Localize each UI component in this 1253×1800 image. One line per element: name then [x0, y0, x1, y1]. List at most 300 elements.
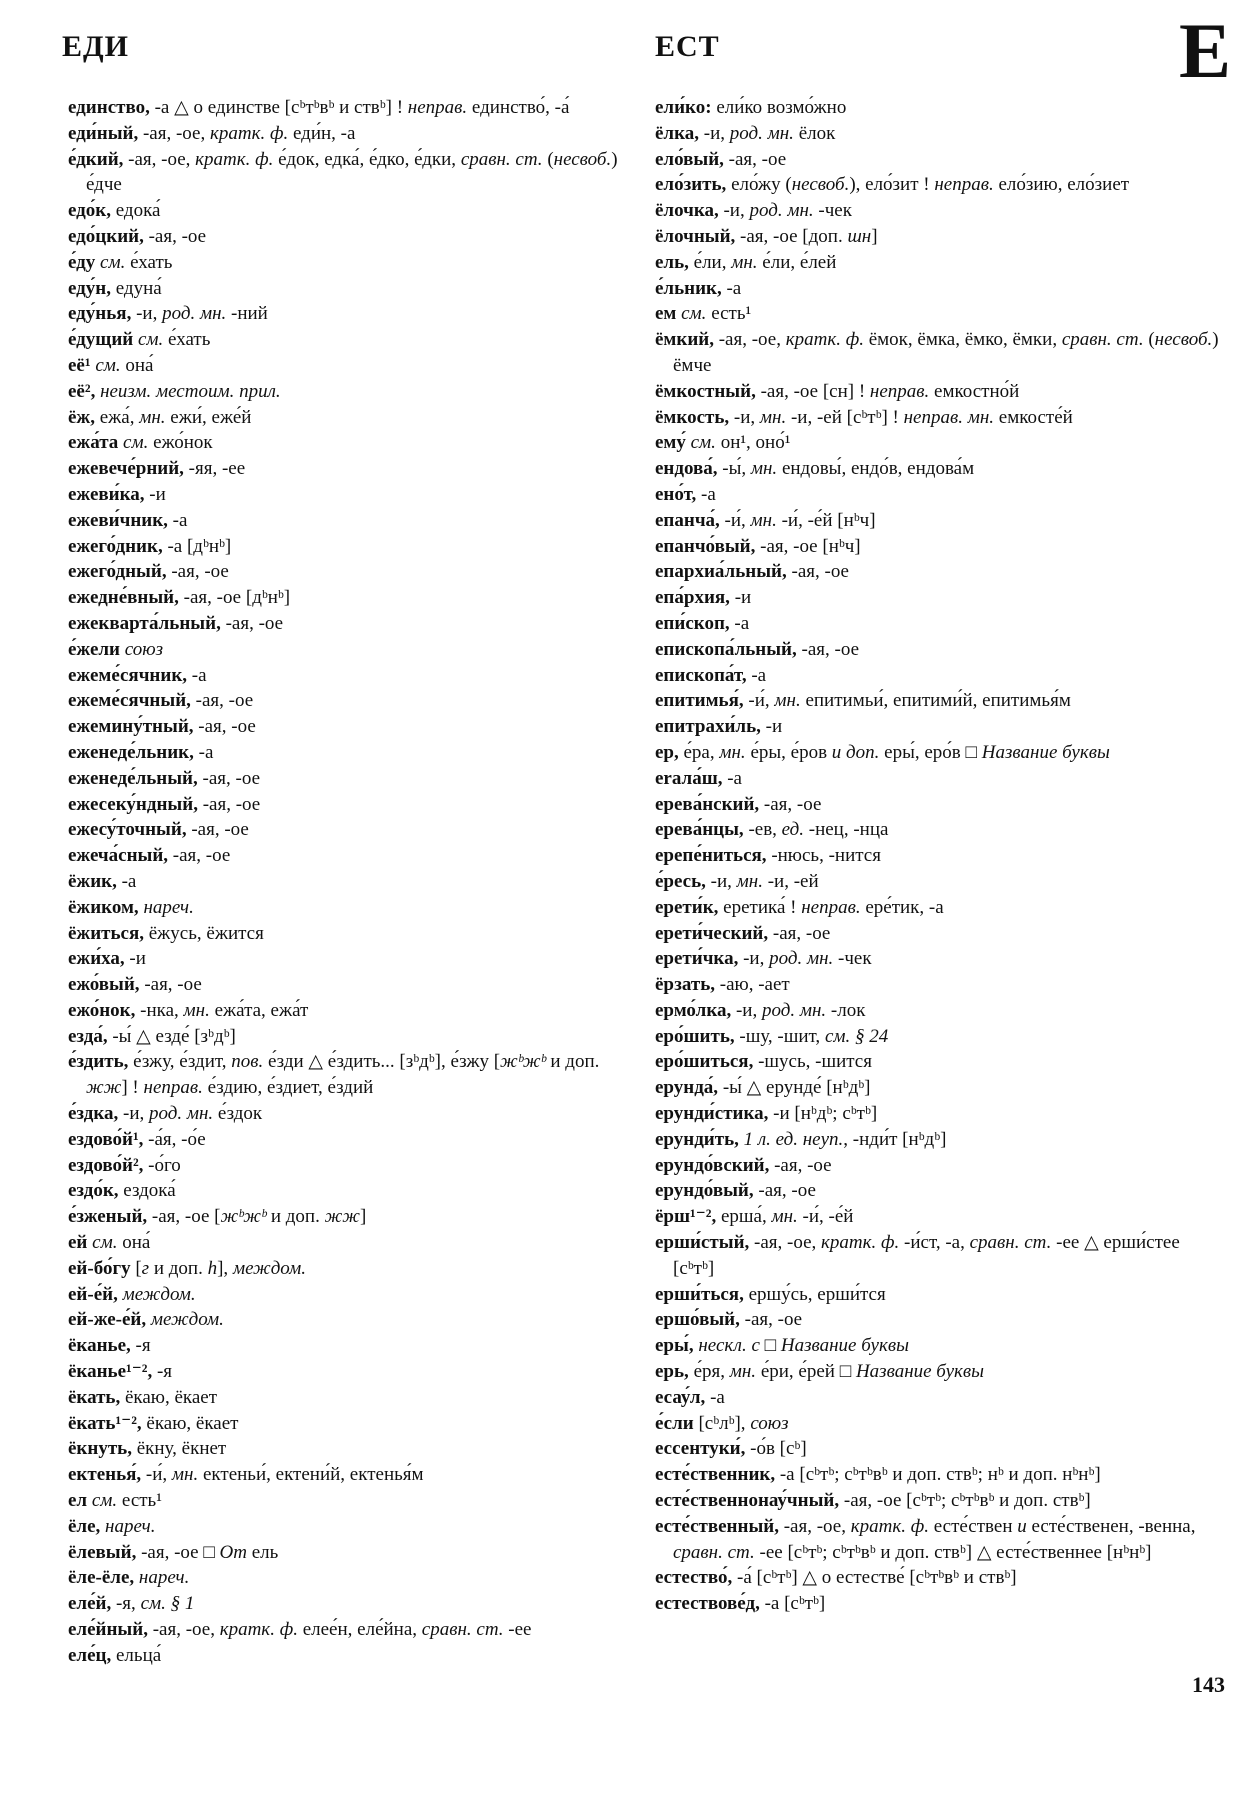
- entry-text: -ая, -ое □: [136, 1541, 220, 1563]
- entry-headword: её²,: [68, 380, 96, 402]
- dictionary-entry: [68, 482, 618, 508]
- entry-headword: ему́: [655, 432, 686, 454]
- entry-headword: ей-бо́гу: [68, 1257, 131, 1279]
- entry-text: ежа́,: [94, 406, 140, 428]
- entry-headword: её¹: [68, 354, 91, 376]
- dictionary-entry: [655, 1333, 1225, 1359]
- entry-text: е́ли, е́лей: [757, 251, 837, 273]
- dictionary-entry: [68, 1127, 618, 1153]
- entry-text: епитимьи́, епитими́й, епитимья́м: [800, 690, 1071, 712]
- entry-text: -и, -ей: [762, 870, 819, 892]
- entry-headword: ерети́к,: [655, 896, 719, 918]
- entry-text: -ая, -ое: [166, 561, 229, 583]
- entry-headword: ело́вый,: [655, 148, 724, 170]
- entry-grammar-note: кратк. ф.: [785, 329, 864, 351]
- entry-text: -ая, -ое [: [147, 1206, 221, 1228]
- entry-grammar-note: см. § 24: [824, 1025, 889, 1047]
- entry-headword: е́здка,: [68, 1103, 119, 1125]
- entry-headword: ёлочный,: [655, 225, 736, 247]
- entry-grammar-note: несвоб.: [1154, 329, 1213, 351]
- entry-grammar-note: нареч.: [138, 1567, 190, 1589]
- entry-headword: ёж,: [68, 406, 95, 428]
- dictionary-entry: [68, 1540, 618, 1566]
- entry-headword: еду́нья,: [68, 303, 132, 325]
- entry-text: -а [дᵇнᵇ]: [162, 535, 232, 557]
- entry-text: -и́, -е́й: [797, 1206, 854, 1228]
- entry-text: -ее: [503, 1619, 532, 1641]
- dictionary-entry: [655, 1075, 1225, 1101]
- entry-text: -а △ о единстве [сᵇтᵇвᵇ и ствᵇ] !: [149, 97, 408, 118]
- entry-headword: ершо́вый,: [655, 1309, 740, 1331]
- entry-text: ежо́нок: [148, 432, 213, 454]
- entry-headword: ерети́чка,: [655, 948, 739, 970]
- entry-grammar-note: 1 л. ед. неуп.: [743, 1128, 844, 1150]
- entry-text: -нец, -нца: [804, 819, 889, 841]
- entry-headword: ёкать,: [68, 1386, 121, 1408]
- entry-grammar-note: кратк. ф.: [195, 148, 274, 170]
- entry-text: -а: [116, 870, 137, 892]
- entry-text: -я: [130, 1335, 151, 1357]
- dictionary-entry: [68, 740, 618, 766]
- dictionary-entry: [68, 1436, 618, 1462]
- dictionary-entry: [68, 921, 618, 947]
- entry-text: -и [нᵇдᵇ; сᵇтᵇ]: [768, 1103, 878, 1125]
- entry-headword: еле́йный,: [68, 1619, 148, 1641]
- right-column: [655, 95, 1225, 1617]
- entry-grammar-note: мн.: [774, 690, 801, 712]
- dictionary-entry: [68, 559, 618, 585]
- entry-text: есте́ственен, -венна,: [1026, 1515, 1196, 1537]
- entry-headword: епархиа́льный,: [655, 561, 787, 583]
- entry-text: ездока́: [118, 1180, 176, 1202]
- entry-text: -ы́ △ езде́ [зᵇдᵇ]: [107, 1025, 236, 1047]
- entry-headword: есте́ственный,: [655, 1515, 779, 1537]
- entry-text: -и,: [118, 1103, 149, 1125]
- dictionary-entry: [68, 276, 618, 302]
- entry-grammar-note: междом.: [122, 1283, 196, 1305]
- entry-text: едока́: [111, 200, 161, 222]
- entry-headword: ежо́нок,: [68, 999, 136, 1021]
- dictionary-entry: [655, 1153, 1225, 1179]
- entry-headword: ей-же-е́й,: [68, 1309, 147, 1331]
- dictionary-entry: [68, 843, 618, 869]
- entry-headword: ёлка,: [655, 122, 700, 144]
- entry-text: -и́,: [719, 509, 751, 531]
- entry-headword: еди́ный,: [68, 122, 139, 144]
- entry-text: е́ра,: [678, 741, 720, 763]
- entry-headword: еженеде́льник,: [68, 741, 194, 763]
- dictionary-entry: [655, 869, 1225, 895]
- entry-headword: ежо́вый,: [68, 974, 140, 996]
- entry-grammar-note: мн.: [171, 1464, 199, 1486]
- entry-grammar-note: неправ. мн.: [903, 406, 995, 428]
- entry-grammar-note: род. мн.: [769, 948, 834, 970]
- entry-grammar-note: сравн. ст.: [460, 148, 543, 170]
- entry-text: -нка,: [135, 999, 184, 1021]
- dictionary-entry: [655, 276, 1225, 302]
- entry-text: е́здок: [213, 1103, 263, 1125]
- entry-headword: ёлочка,: [655, 200, 719, 222]
- entry-grammar-note: шн: [847, 225, 872, 247]
- dictionary-entry: [68, 1178, 618, 1204]
- entry-headword: е́льник,: [655, 277, 722, 299]
- entry-headword: ежеча́сный,: [68, 845, 169, 867]
- entry-text: -ая, -ое,: [778, 1515, 851, 1537]
- dictionary-entry: [68, 1101, 618, 1127]
- entry-text: е́док, едка́, е́дко, е́дки,: [273, 148, 461, 170]
- entry-headword: ёкать¹⁻²,: [68, 1412, 142, 1434]
- entry-grammar-note: и доп.: [831, 741, 880, 763]
- entry-grammar-note: жᵇжᵇ: [220, 1206, 267, 1228]
- entry-grammar-note: мн.: [750, 458, 778, 480]
- entry-headword: ежекварта́льный,: [68, 612, 221, 634]
- entry-headword: епитимья́,: [655, 690, 744, 712]
- entry-headword: епи́скоп,: [655, 612, 730, 634]
- dictionary-entry: [68, 1643, 618, 1669]
- entry-text: ежа́та, ежа́т: [209, 999, 309, 1021]
- entry-grammar-note: h: [207, 1257, 218, 1279]
- entry-grammar-note: нареч.: [143, 896, 194, 918]
- entry-text: ель: [247, 1541, 279, 1563]
- dictionary-entry: [655, 714, 1225, 740]
- entry-grammar-note: род. мн.: [749, 200, 814, 222]
- entry-text: -а [сᵇтᵇ]: [759, 1593, 826, 1615]
- entry-headword: еле́ц,: [68, 1644, 112, 1666]
- dictionary-entry: [655, 1488, 1225, 1514]
- entry-text: и доп.: [545, 1051, 600, 1073]
- entry-text: -ее [сᵇтᵇ; сᵇтᵇвᵇ и доп. ствᵇ] △ есте́ственнее [нᵇнᵇ]: [754, 1541, 1152, 1563]
- entry-text: есть¹: [706, 303, 752, 325]
- entry-headword: ерети́ческий,: [655, 922, 769, 944]
- entry-headword: erала́ш,: [655, 767, 723, 789]
- entry-text: -ая, -ое: [168, 845, 231, 867]
- entry-text: е́ли,: [688, 251, 732, 273]
- entry-headword: естествове́д,: [655, 1593, 760, 1615]
- running-head-right: ЕСТ: [655, 30, 720, 63]
- entry-text: -о́в [сᵇ]: [745, 1438, 807, 1460]
- entry-text: единство́, -а́: [467, 97, 570, 118]
- entry-text: е́ри, е́рей □: [756, 1361, 856, 1383]
- entry-grammar-note: см. § 1: [140, 1593, 195, 1615]
- entry-headword: ежего́дник,: [68, 535, 163, 557]
- entry-headword: ено́т,: [655, 483, 697, 505]
- entry-text: -и́ст, -а,: [899, 1232, 970, 1254]
- entry-text: -ая, -ое: [190, 690, 254, 712]
- running-head-left: ЕДИ: [62, 30, 129, 63]
- entry-text: ёмок, ёмка, ёмко, ёмки,: [863, 329, 1062, 351]
- entry-text: -ая, -ое,: [713, 329, 786, 351]
- entry-headword: еженеде́льный,: [68, 767, 198, 789]
- dictionary-entry: [655, 1101, 1225, 1127]
- entry-grammar-note: кратк. ф.: [209, 122, 289, 144]
- entry-headword: ендова́,: [655, 458, 718, 480]
- entry-headword: естество́,: [655, 1567, 733, 1589]
- dictionary-entry: [68, 95, 618, 121]
- dictionary-entry: [655, 766, 1225, 792]
- entry-headword: ежесу́точный,: [68, 819, 187, 841]
- entry-text: она́: [117, 1232, 151, 1254]
- dictionary-entry: [655, 972, 1225, 998]
- entry-headword: ежи́ха,: [68, 948, 125, 970]
- entry-text: -и,: [699, 122, 730, 144]
- dictionary-entry: [655, 1436, 1225, 1462]
- dictionary-entry: [655, 740, 1225, 766]
- dictionary-entry: [655, 224, 1225, 250]
- dictionary-entry: [655, 1514, 1225, 1566]
- dictionary-entry: [68, 946, 618, 972]
- entry-text: е́хать: [125, 251, 173, 273]
- entry-text: и доп.: [266, 1206, 325, 1228]
- entry-text: -и,: [729, 406, 760, 428]
- entry-grammar-note: мн.: [731, 251, 758, 273]
- entry-grammar-note: неправ.: [801, 896, 861, 918]
- entry-text: емкостно́й: [929, 380, 1020, 402]
- entry-text: -ая, -ое [дᵇнᵇ]: [178, 587, 291, 609]
- entry-grammar-note: мн.: [736, 870, 763, 892]
- dictionary-entry: [655, 147, 1225, 173]
- entry-text: ендовы́, ендо́в, ендова́м: [777, 458, 975, 480]
- dictionary-entry: [655, 1024, 1225, 1050]
- entry-headword: ёмкость,: [655, 406, 730, 428]
- entry-text: -а: [746, 664, 767, 686]
- entry-headword: ездово́й¹,: [68, 1128, 144, 1150]
- entry-text: ере́тик, -а: [860, 896, 944, 918]
- entry-text: -ая, -ое,: [123, 148, 196, 170]
- entry-grammar-note: неправ.: [934, 174, 994, 196]
- entry-text: -и,: [705, 870, 737, 892]
- dictionary-entry: [655, 95, 1225, 121]
- entry-headword: ел: [68, 1490, 88, 1512]
- entry-headword: епископа́т,: [655, 664, 747, 686]
- dictionary-entry: [655, 1282, 1225, 1308]
- dictionary-entry: [68, 972, 618, 998]
- entry-text: е́ря,: [688, 1361, 730, 1383]
- dictionary-entry: [655, 998, 1225, 1024]
- dictionary-entry: [655, 843, 1225, 869]
- entry-text: еди́н, -а: [288, 122, 356, 144]
- entry-headword: е́дущий: [68, 329, 134, 351]
- entry-text: ), ело́зит !: [849, 174, 935, 196]
- entry-text: -а: [705, 1386, 725, 1408]
- entry-text: ёкаю, ёкает: [141, 1412, 239, 1434]
- entry-headword: ёкнуть,: [68, 1438, 132, 1460]
- entry-headword: епанча́,: [655, 509, 720, 531]
- entry-text: ёжусь, ёжится: [144, 922, 264, 944]
- entry-grammar-note: сравн. ст.: [421, 1619, 504, 1641]
- entry-headword: ектенья́,: [68, 1464, 142, 1486]
- entry-grammar-note: мн.: [750, 509, 777, 531]
- entry-grammar-note: кратк. ф.: [821, 1232, 900, 1254]
- entry-text: -а [сᵇтᵇ; сᵇтᵇвᵇ и доп. ствᵇ; нᵇ и доп. нᵇнᵇ]: [775, 1464, 1101, 1486]
- dictionary-entry: [655, 301, 1225, 327]
- entry-headword: ель,: [655, 251, 689, 273]
- entry-text: -аю, -ает: [715, 974, 790, 996]
- dictionary-entry: [68, 585, 618, 611]
- entry-text: -чек: [833, 948, 872, 970]
- entry-text: е́зжу, е́здит,: [128, 1051, 232, 1073]
- entry-headword: ёжик,: [68, 870, 117, 892]
- entry-text: е́здию, е́здиет, е́здий: [202, 1077, 374, 1099]
- entry-text: -ее △ ерши́стее [сᵇтᵇ]: [673, 1232, 1180, 1279]
- entry-text: емкосте́й: [994, 406, 1073, 428]
- dictionary-entry: [68, 508, 618, 534]
- entry-headword: ерунда́,: [655, 1077, 719, 1099]
- entry-grammar-note: кратк. ф.: [219, 1619, 298, 1641]
- entry-text: -ая, -ое: [143, 225, 207, 247]
- entry-headword: е́дкий,: [68, 148, 124, 170]
- entry-headword: ёжиться,: [68, 922, 144, 944]
- entry-headword: ели́ко:: [655, 97, 712, 118]
- dictionary-entry: [68, 817, 618, 843]
- entry-headword: единство,: [68, 97, 150, 118]
- entry-grammar-note: сравн. ст.: [1061, 329, 1144, 351]
- entry-headword: ей-е́й,: [68, 1283, 118, 1305]
- entry-text: -ая, -ое: [768, 922, 831, 944]
- dictionary-entry: [655, 1411, 1225, 1437]
- entry-headword: ермо́лка,: [655, 999, 732, 1021]
- entry-text: елее́н, еле́йна,: [297, 1619, 422, 1641]
- entry-headword: ежеви́ка,: [68, 483, 145, 505]
- entry-text: едуна́: [111, 277, 162, 299]
- entry-headword: ёле-ёле,: [68, 1567, 135, 1589]
- entry-headword: ёканье¹⁻²,: [68, 1361, 153, 1383]
- dictionary-entry: [68, 1204, 618, 1230]
- dictionary-entry: [68, 1282, 618, 1308]
- dictionary-entry: [655, 1462, 1225, 1488]
- entry-text: -ая, -ое [нᵇч]: [755, 535, 861, 557]
- entry-text: ) ёмче: [673, 329, 1219, 376]
- entry-grammar-note: союз: [124, 638, 164, 660]
- dictionary-entry: [68, 1411, 618, 1437]
- entry-text: -ая, -ое,: [147, 1619, 220, 1641]
- entry-text: -ая, -ое: [197, 767, 261, 789]
- entry-headword: е́зженый,: [68, 1206, 148, 1228]
- entry-headword: еро́шиться,: [655, 1051, 754, 1073]
- dictionary-entry: [655, 663, 1225, 689]
- entry-text: он¹, оно́¹: [715, 432, 791, 454]
- dictionary-entry: [68, 379, 618, 405]
- entry-headword: ерунди́ть,: [655, 1128, 739, 1150]
- dictionary-entry: [68, 353, 618, 379]
- entry-grammar-note: см.: [92, 1232, 118, 1254]
- entry-grammar-note: мн.: [729, 1361, 757, 1383]
- entry-text: -чек: [813, 200, 852, 222]
- entry-text: -а: [721, 277, 742, 299]
- entry-text: -ы́ △ ерунде́ [нᵇдᵇ]: [718, 1077, 871, 1099]
- dictionary-entry: [655, 1178, 1225, 1204]
- dictionary-entry: [68, 637, 618, 663]
- entry-grammar-note: пов.: [231, 1051, 264, 1073]
- left-column: [68, 95, 618, 1669]
- entry-text: -и,: [738, 948, 770, 970]
- dictionary-entry: [655, 637, 1225, 663]
- entry-grammar-note: жж: [324, 1206, 360, 1228]
- entry-grammar-note: сравн. ст.: [969, 1232, 1052, 1254]
- dictionary-entry: [68, 1307, 618, 1333]
- entry-headword: ерь,: [655, 1361, 689, 1383]
- dictionary-entry: [68, 121, 618, 147]
- entry-headword: ерепе́ниться,: [655, 845, 767, 867]
- dictionary-entry: [68, 224, 618, 250]
- entry-text: ело́зию, ело́зиет: [993, 174, 1130, 196]
- dictionary-entry: [655, 946, 1225, 972]
- entry-headword: ёмкий,: [655, 329, 714, 351]
- entry-text: -и́, -е́й [нᵇч]: [776, 509, 876, 531]
- entry-headword: есте́ственнонау́чный,: [655, 1490, 840, 1512]
- entry-grammar-note: Название буквы: [780, 1335, 909, 1357]
- entry-grammar-note: ед.: [781, 819, 804, 841]
- entry-text: -шу, -шит,: [734, 1025, 825, 1047]
- entry-text: е́хать: [163, 329, 211, 351]
- entry-text: -лок: [826, 999, 866, 1021]
- entry-text: е́зди △ е́здить... [зᵇдᵇ], е́зжу [: [263, 1051, 501, 1073]
- entry-headword: еле́й,: [68, 1593, 112, 1615]
- entry-headword: е́сли: [655, 1412, 694, 1434]
- dictionary-entry: [655, 198, 1225, 224]
- dictionary-entry: [68, 1359, 618, 1385]
- entry-text: есть¹: [117, 1490, 162, 1512]
- entry-headword: ей: [68, 1232, 88, 1254]
- entry-text: -и,: [718, 200, 750, 222]
- entry-text: -ы́,: [717, 458, 751, 480]
- entry-grammar-note: и: [1017, 1515, 1027, 1537]
- dictionary-entry: [68, 1462, 618, 1488]
- entry-grammar-note: см.: [123, 432, 149, 454]
- dictionary-entry: [68, 1230, 618, 1256]
- entry-grammar-note: сравн. ст.: [673, 1541, 755, 1563]
- entry-text: -а: [722, 767, 742, 789]
- entry-headword: епанчо́вый,: [655, 535, 756, 557]
- entry-text: -ая, -ое: [193, 716, 256, 738]
- dictionary-entry: [68, 534, 618, 560]
- dictionary-entry: [655, 559, 1225, 585]
- entry-text: -ая, -ое: [739, 1309, 803, 1331]
- entry-text: е́ры, е́ров: [745, 741, 832, 763]
- dictionary-entry: [655, 430, 1225, 456]
- dictionary-entry: [655, 172, 1225, 198]
- entry-text: [сᵇлᵇ],: [693, 1412, 751, 1434]
- entry-text: -и́,: [743, 690, 775, 712]
- dictionary-entry: [68, 1514, 618, 1540]
- entry-text: -ая, -ое: [197, 793, 261, 815]
- entry-text: , -нди́т [нᵇдᵇ]: [843, 1128, 947, 1150]
- dictionary-entry: [68, 456, 618, 482]
- dictionary-entry: [68, 301, 618, 327]
- dictionary-entry: [655, 456, 1225, 482]
- entry-headword: ессентуки́,: [655, 1438, 746, 1460]
- dictionary-entry: [655, 1385, 1225, 1411]
- dictionary-entry: [68, 1024, 618, 1050]
- entry-grammar-note: неправ.: [869, 380, 930, 402]
- dictionary-entry: [68, 611, 618, 637]
- entry-text: -а́ [сᵇтᵇ] △ о естестве́ [сᵇтᵇвᵇ и ствᵇ]: [732, 1567, 1017, 1589]
- entry-headword: едо́цкий,: [68, 225, 144, 247]
- entry-text: -и: [729, 587, 752, 609]
- entry-headword: ер,: [655, 741, 679, 763]
- entry-grammar-note: род. мн.: [162, 303, 227, 325]
- entry-grammar-note: мн.: [759, 406, 787, 428]
- entry-headword: епа́рхия,: [655, 587, 730, 609]
- entry-text: -а: [729, 612, 750, 634]
- dictionary-entry: [68, 147, 618, 199]
- entry-text: и доп.: [149, 1257, 208, 1279]
- entry-text: -яя, -ее: [183, 458, 246, 480]
- entry-text: ]: [359, 1206, 367, 1228]
- entry-headword: ежевече́рний,: [68, 458, 184, 480]
- dictionary-entry: [68, 869, 618, 895]
- dictionary-entry: [68, 1153, 618, 1179]
- entry-grammar-note: жж: [86, 1077, 122, 1099]
